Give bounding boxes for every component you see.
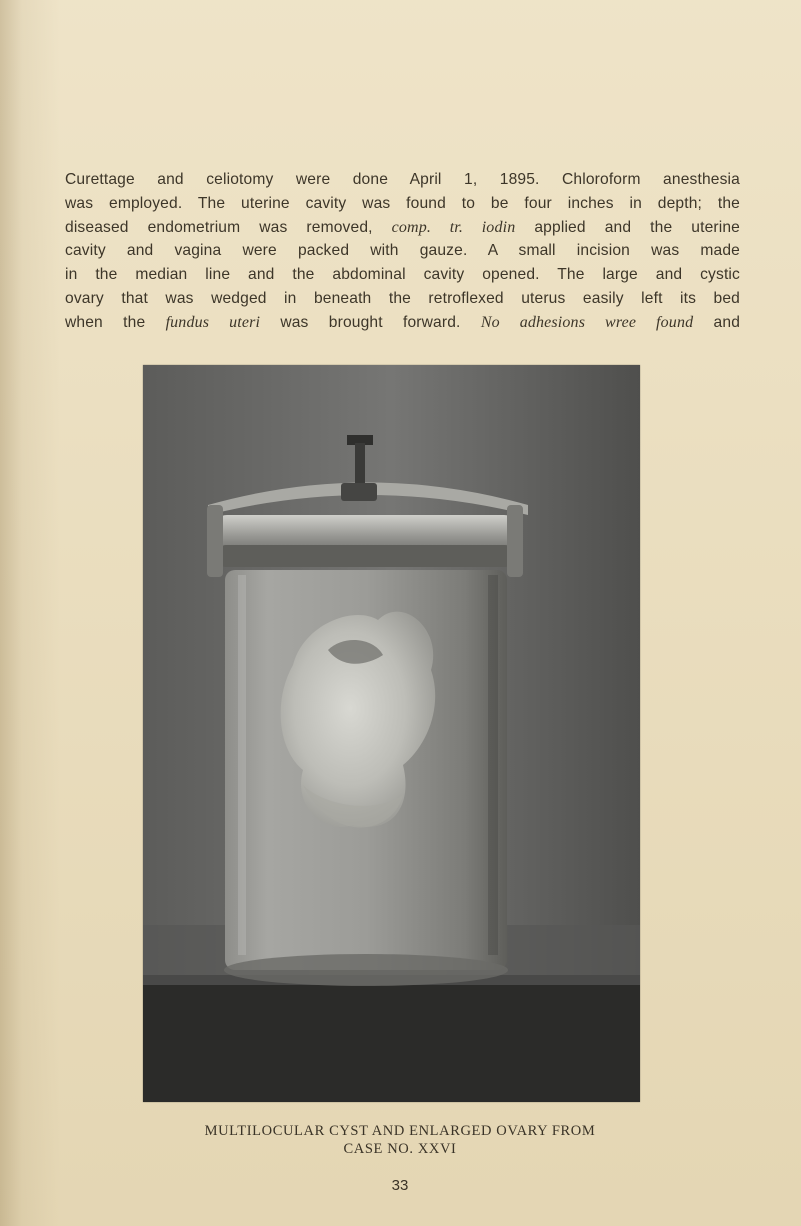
body-paragraph xyxy=(65,168,740,335)
text-line xyxy=(65,216,740,240)
italic-term: comp. tr. iodin xyxy=(391,218,516,236)
page-number: 33 xyxy=(391,1177,409,1194)
photo-base-shadow xyxy=(143,975,640,1102)
text-segment: applied and the uterine xyxy=(534,218,741,236)
italic-term: fundus uteri xyxy=(165,313,261,331)
text-line: ovary that was wedged in beneath the retroflexed uterus easily left its bed xyxy=(65,289,740,307)
text-line: was employed. The uterine cavity was found to be four inches in depth; the xyxy=(65,194,740,212)
specimen-jar-illustration xyxy=(143,365,640,1102)
text-segment: was brought forward. xyxy=(280,313,461,331)
clamp-screw xyxy=(355,443,365,488)
figure-caption-line-1: MULTILOCULAR CYST AND ENLARGED OVARY FROM xyxy=(204,1123,596,1139)
italic-term: No adhesions wree found xyxy=(480,313,694,331)
figure-caption-line-2: CASE NO. XXVI xyxy=(343,1141,457,1157)
text-line: in the median line and the abdominal cavity opened. The large and cystic xyxy=(65,266,740,284)
text-line: cavity and vagina were packed with gauze. A small incision was made xyxy=(65,242,740,260)
text-segment: when the xyxy=(65,313,146,331)
text-segment: diseased endometrium was removed, xyxy=(65,218,373,236)
text-line xyxy=(65,311,740,335)
specimen-photograph xyxy=(143,365,640,1102)
text-line: Curettage and celiotomy were done April 1, 1895. Chloroform anesthesia xyxy=(65,171,740,188)
text-segment: and xyxy=(713,313,741,331)
